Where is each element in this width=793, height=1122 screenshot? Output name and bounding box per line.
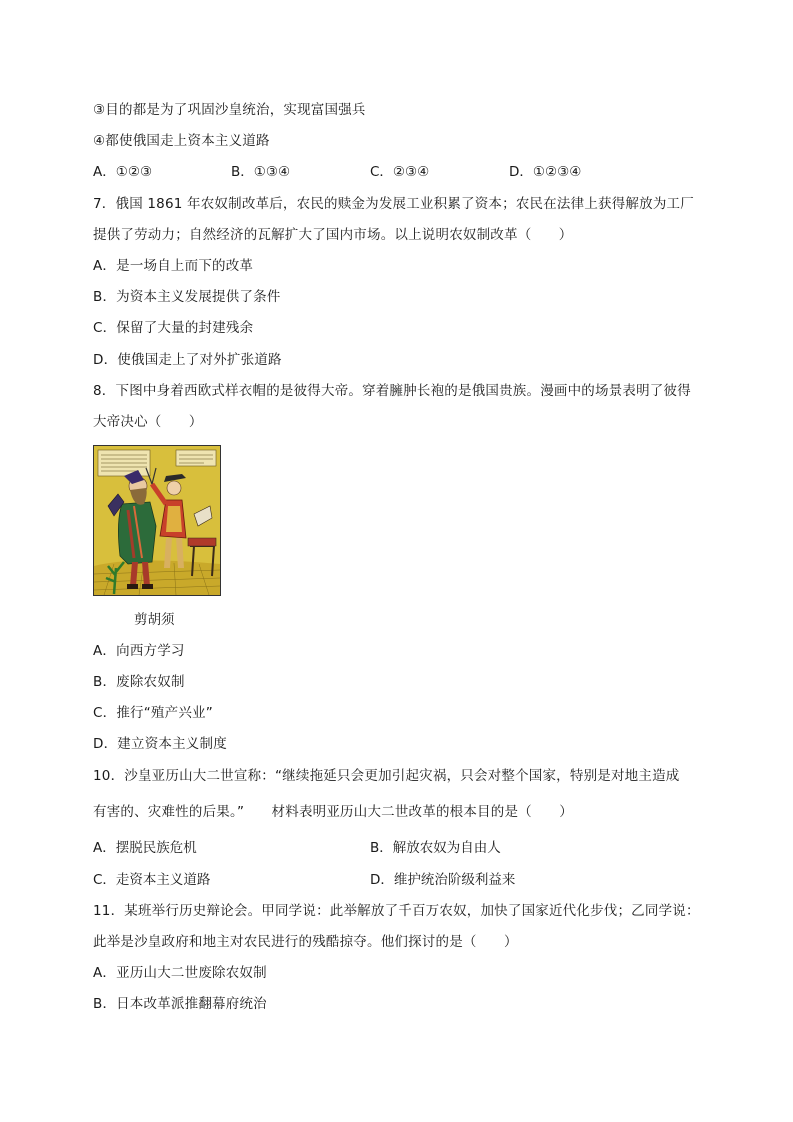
q6-option-a[interactable]: A．①②③	[93, 164, 153, 180]
q7-option-b[interactable]: B．为资本主义发展提供了条件	[93, 289, 281, 305]
q11-option-b[interactable]: B．日本改革派推翻幕府统治	[93, 996, 267, 1012]
q6-option-c[interactable]: C．②③④	[370, 164, 430, 180]
q8-stem-line-2: 大帝决心（ ）	[93, 414, 203, 430]
q7-stem-line-1: 7．俄国 1861 年农奴制改革后，农民的赎金为发展工业积累了资本；农民在法律上获得解放为工厂	[93, 196, 694, 212]
q8-option-a[interactable]: A．向西方学习	[93, 643, 185, 659]
q7-option-c[interactable]: C．保留了大量的封建残余	[93, 320, 254, 336]
q6-option-b[interactable]: B．①③④	[231, 164, 291, 180]
beard-cutting-illustration	[93, 445, 221, 596]
figure-caption: 剪胡须	[134, 612, 175, 628]
q6-item-4: ④都使俄国走上资本主义道路	[93, 133, 270, 149]
beard-cutting-picture	[94, 446, 220, 595]
q10-option-c[interactable]: C．走资本主义道路	[93, 872, 211, 888]
q8-option-b[interactable]: B．废除农奴制	[93, 674, 185, 690]
q10-option-b[interactable]: B．解放农奴为自由人	[370, 840, 501, 856]
q11-stem-line-1: 11．某班举行历史辩论会。甲同学说：此举解放了千百万农奴，加快了国家近代化步伐；乙同学说：	[93, 903, 700, 919]
q8-option-d[interactable]: D．建立资本主义制度	[93, 736, 227, 752]
q11-stem-line-2: 此举是沙皇政府和地主对农民进行的残酷掠夺。他们探讨的是（ ）	[93, 934, 518, 950]
q8-option-c[interactable]: C．推行“殖产兴业”	[93, 705, 213, 721]
q10-stem-line-1: 10．沙皇亚历山大二世宣称：“继续拖延只会更加引起灾祸，只会对整个国家，特别是对地主造成	[93, 768, 680, 784]
q6-item-3: ③目的都是为了巩固沙皇统治，实现富国强兵	[93, 102, 366, 118]
q7-option-d[interactable]: D．使俄国走上了对外扩张道路	[93, 352, 282, 368]
q10-stem-line-2: 有害的、灾难性的后果。” 材料表明亚历山大二世改革的根本目的是（ ）	[93, 804, 573, 820]
q10-option-d[interactable]: D．维护统治阶级利益来	[370, 872, 516, 888]
q7-stem-line-2: 提供了劳动力；自然经济的瓦解扩大了国内市场。以上说明农奴制改革（ ）	[93, 227, 573, 243]
q8-stem-line-1: 8．下图中身着西欧式样衣帽的是彼得大帝。穿着臃肿长袍的是俄国贵族。漫画中的场景表明了彼得	[93, 383, 691, 399]
q11-option-a[interactable]: A．亚历山大二世废除农奴制	[93, 965, 267, 981]
q10-option-a[interactable]: A．摆脱民族危机	[93, 840, 197, 856]
q7-option-a[interactable]: A．是一场自上而下的改革	[93, 258, 254, 274]
q6-option-d[interactable]: D．①②③④	[509, 164, 582, 180]
